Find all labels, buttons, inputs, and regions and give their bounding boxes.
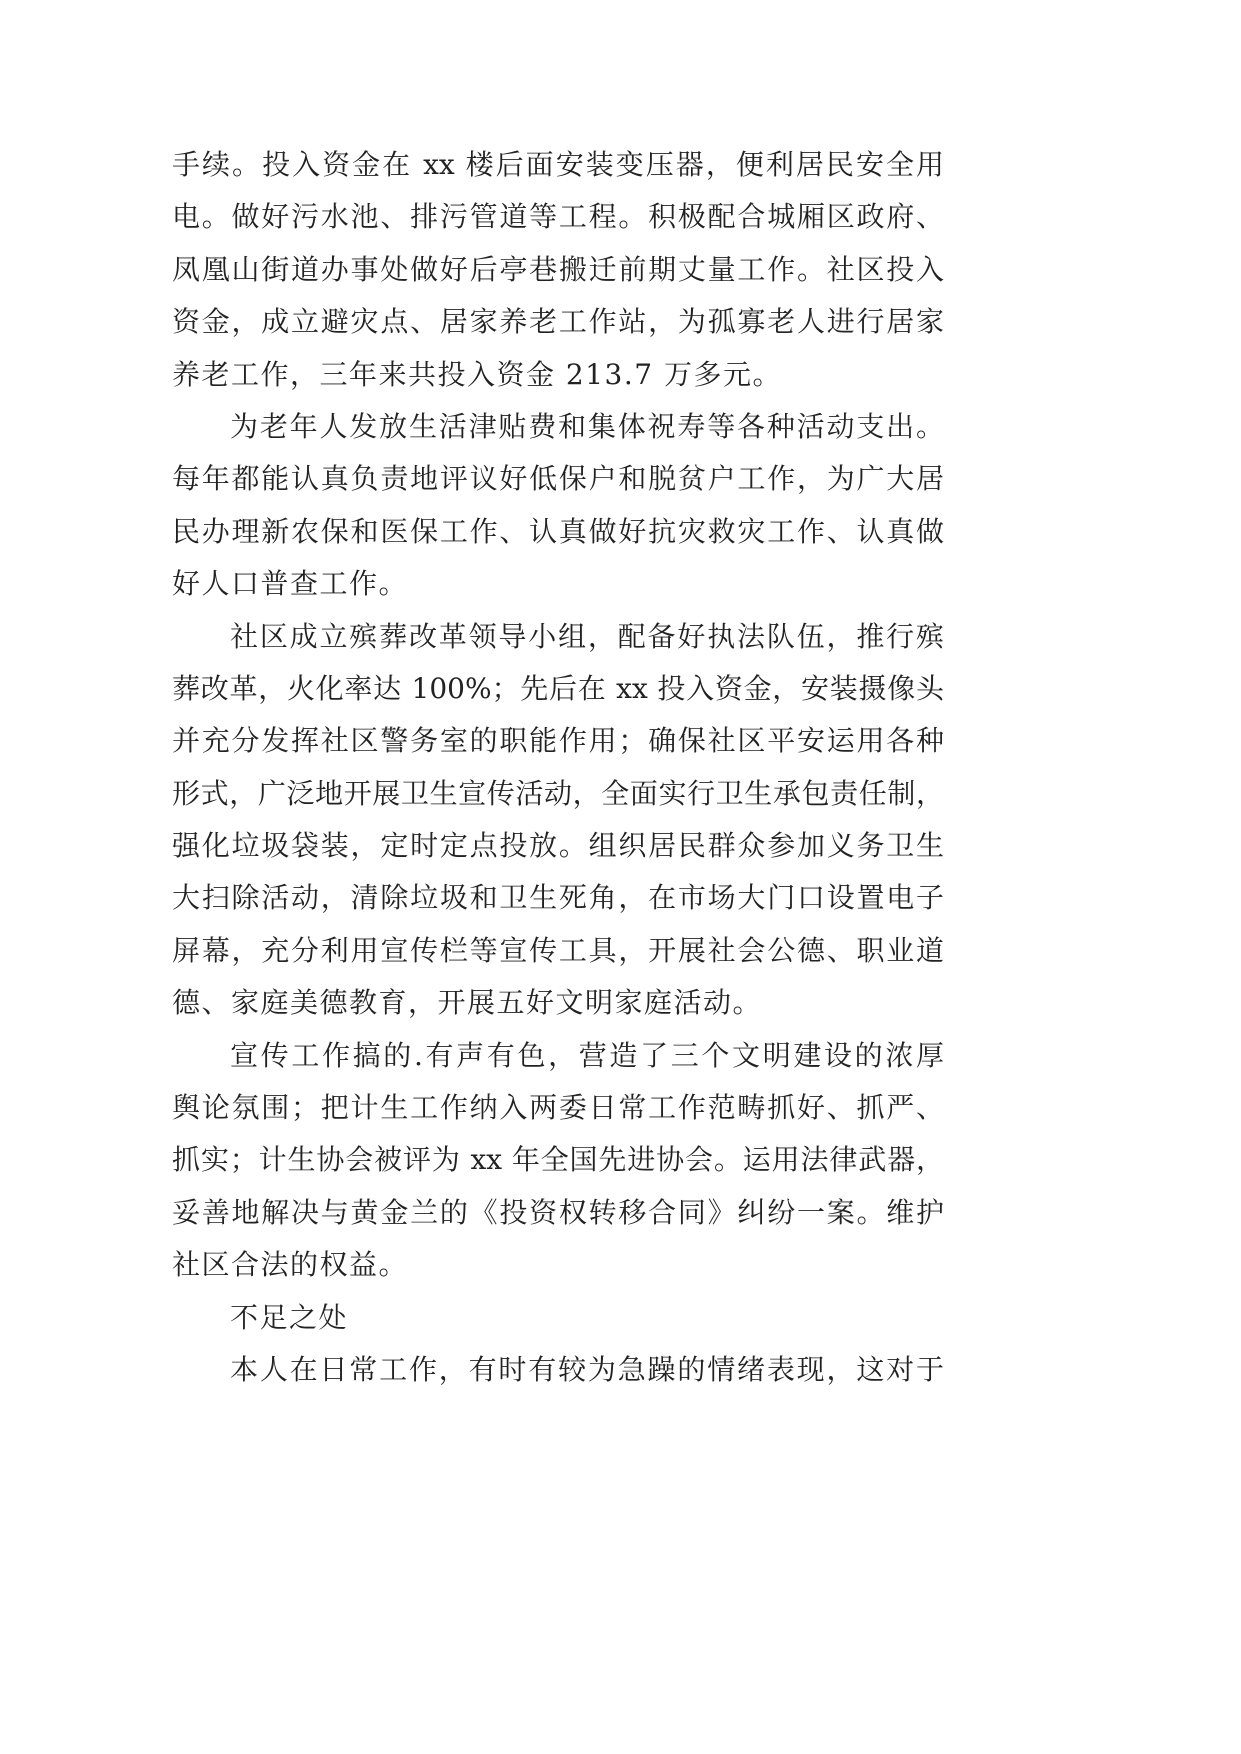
text-line: 好人口普查工作。: [172, 567, 409, 601]
paragraph-self-assessment: [172, 1344, 944, 1396]
text-line: 社区成立殡葬改革领导小组，配备好执法队伍，推行殡: [230, 619, 944, 653]
text-line: 抓实；计生协会被评为 xx 年全国先进协会。运用法律武器，: [172, 1143, 944, 1177]
text-line: 凤凰山街道办事处做好后亭巷搬迁前期丈量工作。社区投入: [172, 252, 944, 286]
text-line: 形式，广泛地开展卫生宣传活动，全面实行卫生承包责任制，: [172, 776, 944, 810]
text-line: 大扫除活动，清除垃圾和卫生死角，在市场大门口设置电子: [172, 881, 944, 915]
paragraph-continuation: [172, 139, 944, 401]
text-line: 养老工作，三年来共投入资金 213.7 万多元。: [172, 357, 782, 391]
text-line: 民办理新农保和医保工作、认真做好抗灾救灾工作、认真做: [172, 514, 944, 548]
text-line: 葬改革，火化率达 100%；先后在 xx 投入资金，安装摄像头: [172, 671, 944, 705]
text-line: 为老年人发放生活津贴费和集体祝寿等各种活动支出。: [230, 409, 944, 443]
text-line: 德、家庭美德教育，开展五好文明家庭活动。: [172, 986, 763, 1020]
text-line: 社区合法的权益。: [172, 1248, 409, 1282]
text-line: 舆论氛围；把计生工作纳入两委日常工作范畴抓好、抓严、: [172, 1091, 944, 1125]
text-line: 手续。投入资金在 xx 楼后面安装变压器，便利居民安全用: [172, 148, 944, 181]
text-line: 宣传工作搞的.有声有色，营造了三个文明建设的浓厚: [230, 1038, 944, 1072]
text-line: 屏幕，充分利用宣传栏等宣传工具，开展社会公德、职业道: [172, 933, 944, 967]
text-line: 资金，成立避灾点、居家养老工作站，为孤寡老人进行居家: [172, 305, 944, 339]
paragraph-funeral-reform: [172, 611, 944, 1030]
paragraph-publicity-work: [172, 1030, 944, 1292]
text-line: 并充分发挥社区警务室的职能作用；确保社区平安运用各种: [172, 724, 944, 758]
section-heading-shortcomings: [172, 1292, 944, 1344]
text-line: 每年都能认真负责地评议好低保户和脱贫户工作，为广大居: [172, 462, 944, 496]
section-heading: 不足之处: [230, 1300, 349, 1334]
text-line: 强化垃圾袋装，定时定点投放。组织居民群众参加义务卫生: [172, 829, 944, 863]
paragraph-elderly-support: [172, 401, 944, 611]
text-line: 妥善地解决与黄金兰的《投资权转移合同》纠纷一案。维护: [172, 1195, 944, 1229]
document-body: [172, 139, 944, 1396]
text-line: 本人在日常工作，有时有较为急躁的情绪表现，这对于: [230, 1352, 944, 1386]
text-line: 电。做好污水池、排污管道等工程。积极配合城厢区政府、: [172, 200, 944, 234]
